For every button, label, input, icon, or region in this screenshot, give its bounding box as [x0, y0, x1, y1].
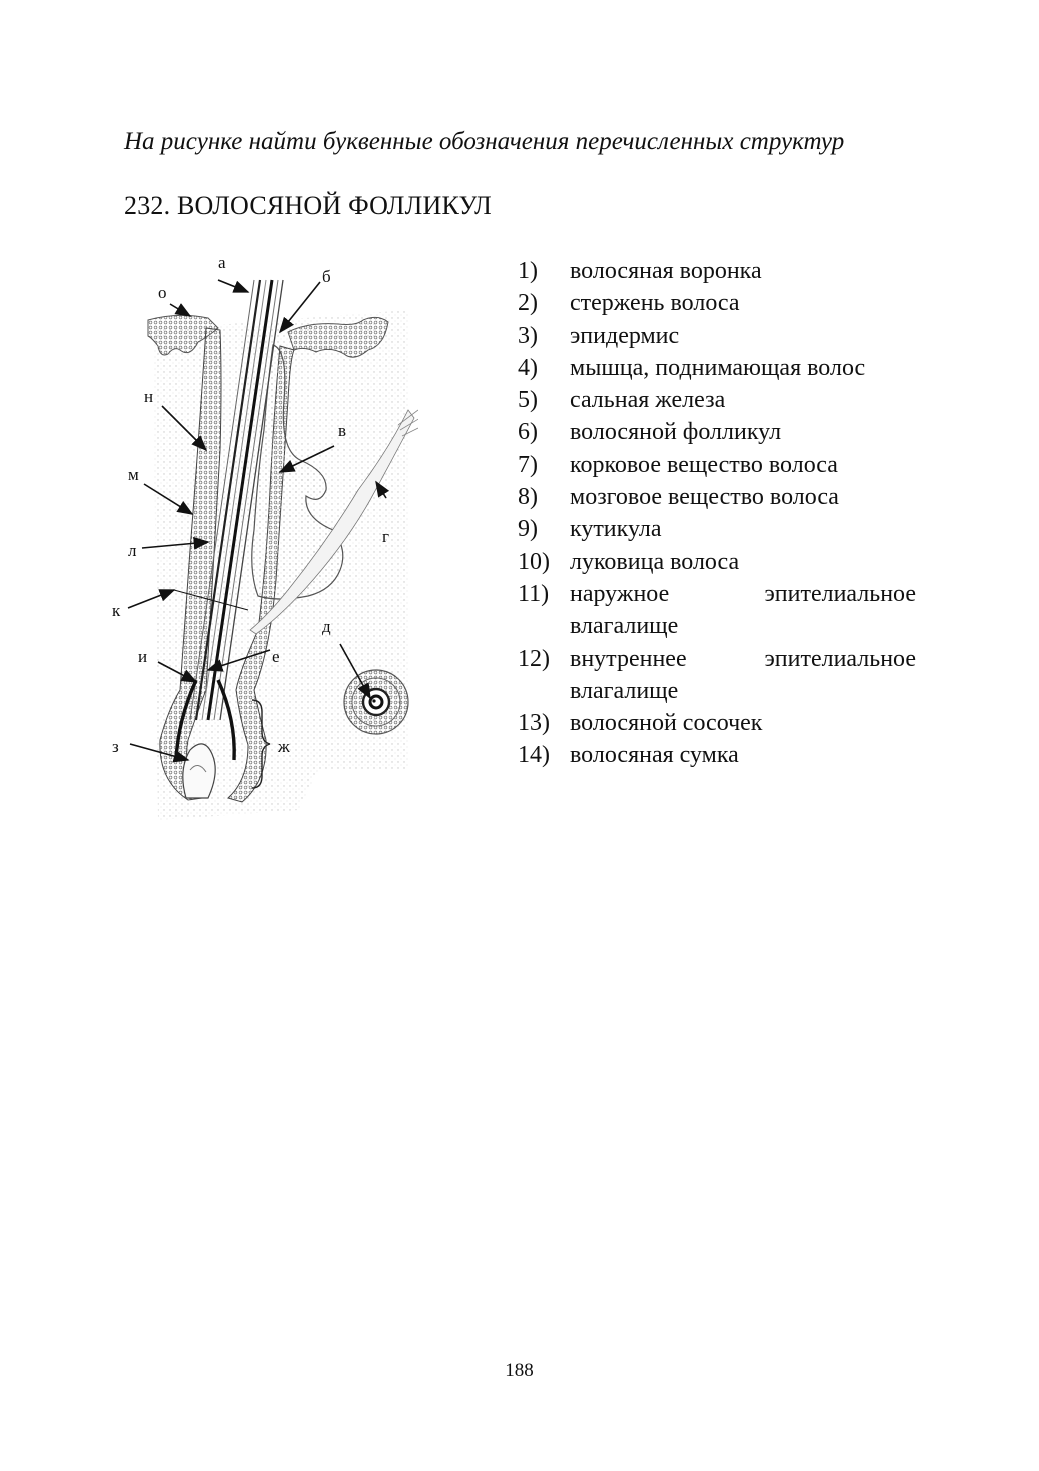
- label-n: н: [144, 387, 154, 406]
- label-d: д: [322, 617, 331, 636]
- label-b: б: [322, 267, 331, 286]
- list-item: 6) волосяной фолликул: [518, 419, 782, 446]
- label-z: з: [112, 737, 119, 756]
- page-number: 188: [505, 1360, 534, 1381]
- label-a: а: [218, 253, 226, 272]
- hair-follicle-drawing: [108, 250, 418, 820]
- structure-terms-list: [518, 255, 916, 772]
- label-zh: ж: [278, 737, 290, 756]
- list-item: 2) стержень волоса: [518, 290, 740, 317]
- label-g: г: [382, 527, 389, 546]
- list-item: 12) внутреннее эпителиальное влагалище: [518, 645, 916, 704]
- list-item: 9) кутикула: [518, 516, 662, 543]
- list-item: 11) наружное эпителиальное влагалище: [518, 580, 916, 640]
- label-e: е: [272, 647, 280, 666]
- hair-follicle-illustration: [108, 250, 418, 820]
- label-k: к: [112, 601, 121, 620]
- hair-cross-section: [344, 670, 408, 734]
- list-item: 3) эпидермис: [518, 322, 680, 349]
- task-instruction: На рисунке найти буквенные обозначения перечисленных структур: [124, 128, 845, 155]
- label-o: о: [158, 283, 167, 302]
- label-m: м: [128, 465, 139, 484]
- label-i: и: [138, 647, 148, 666]
- list-item: 14) волосяная сумка: [518, 742, 739, 769]
- list-item: 13) волосяной сосочек: [518, 710, 763, 737]
- list-item: 5) сальная железа: [518, 387, 726, 414]
- list-item: 1) волосяная воронка: [518, 258, 762, 284]
- label-v: в: [338, 421, 347, 440]
- list-item: 4) мышца, поднимающая волос: [518, 354, 866, 381]
- label-l: л: [128, 541, 137, 560]
- list-item: 8) мозговое вещество волоса: [518, 484, 839, 511]
- section-title: 232. ВОЛОСЯНОЙ ФОЛЛИКУЛ: [124, 191, 492, 220]
- list-item: 10) луковица волоса: [518, 548, 740, 575]
- list-item: 7) корковое вещество волоса: [518, 451, 838, 478]
